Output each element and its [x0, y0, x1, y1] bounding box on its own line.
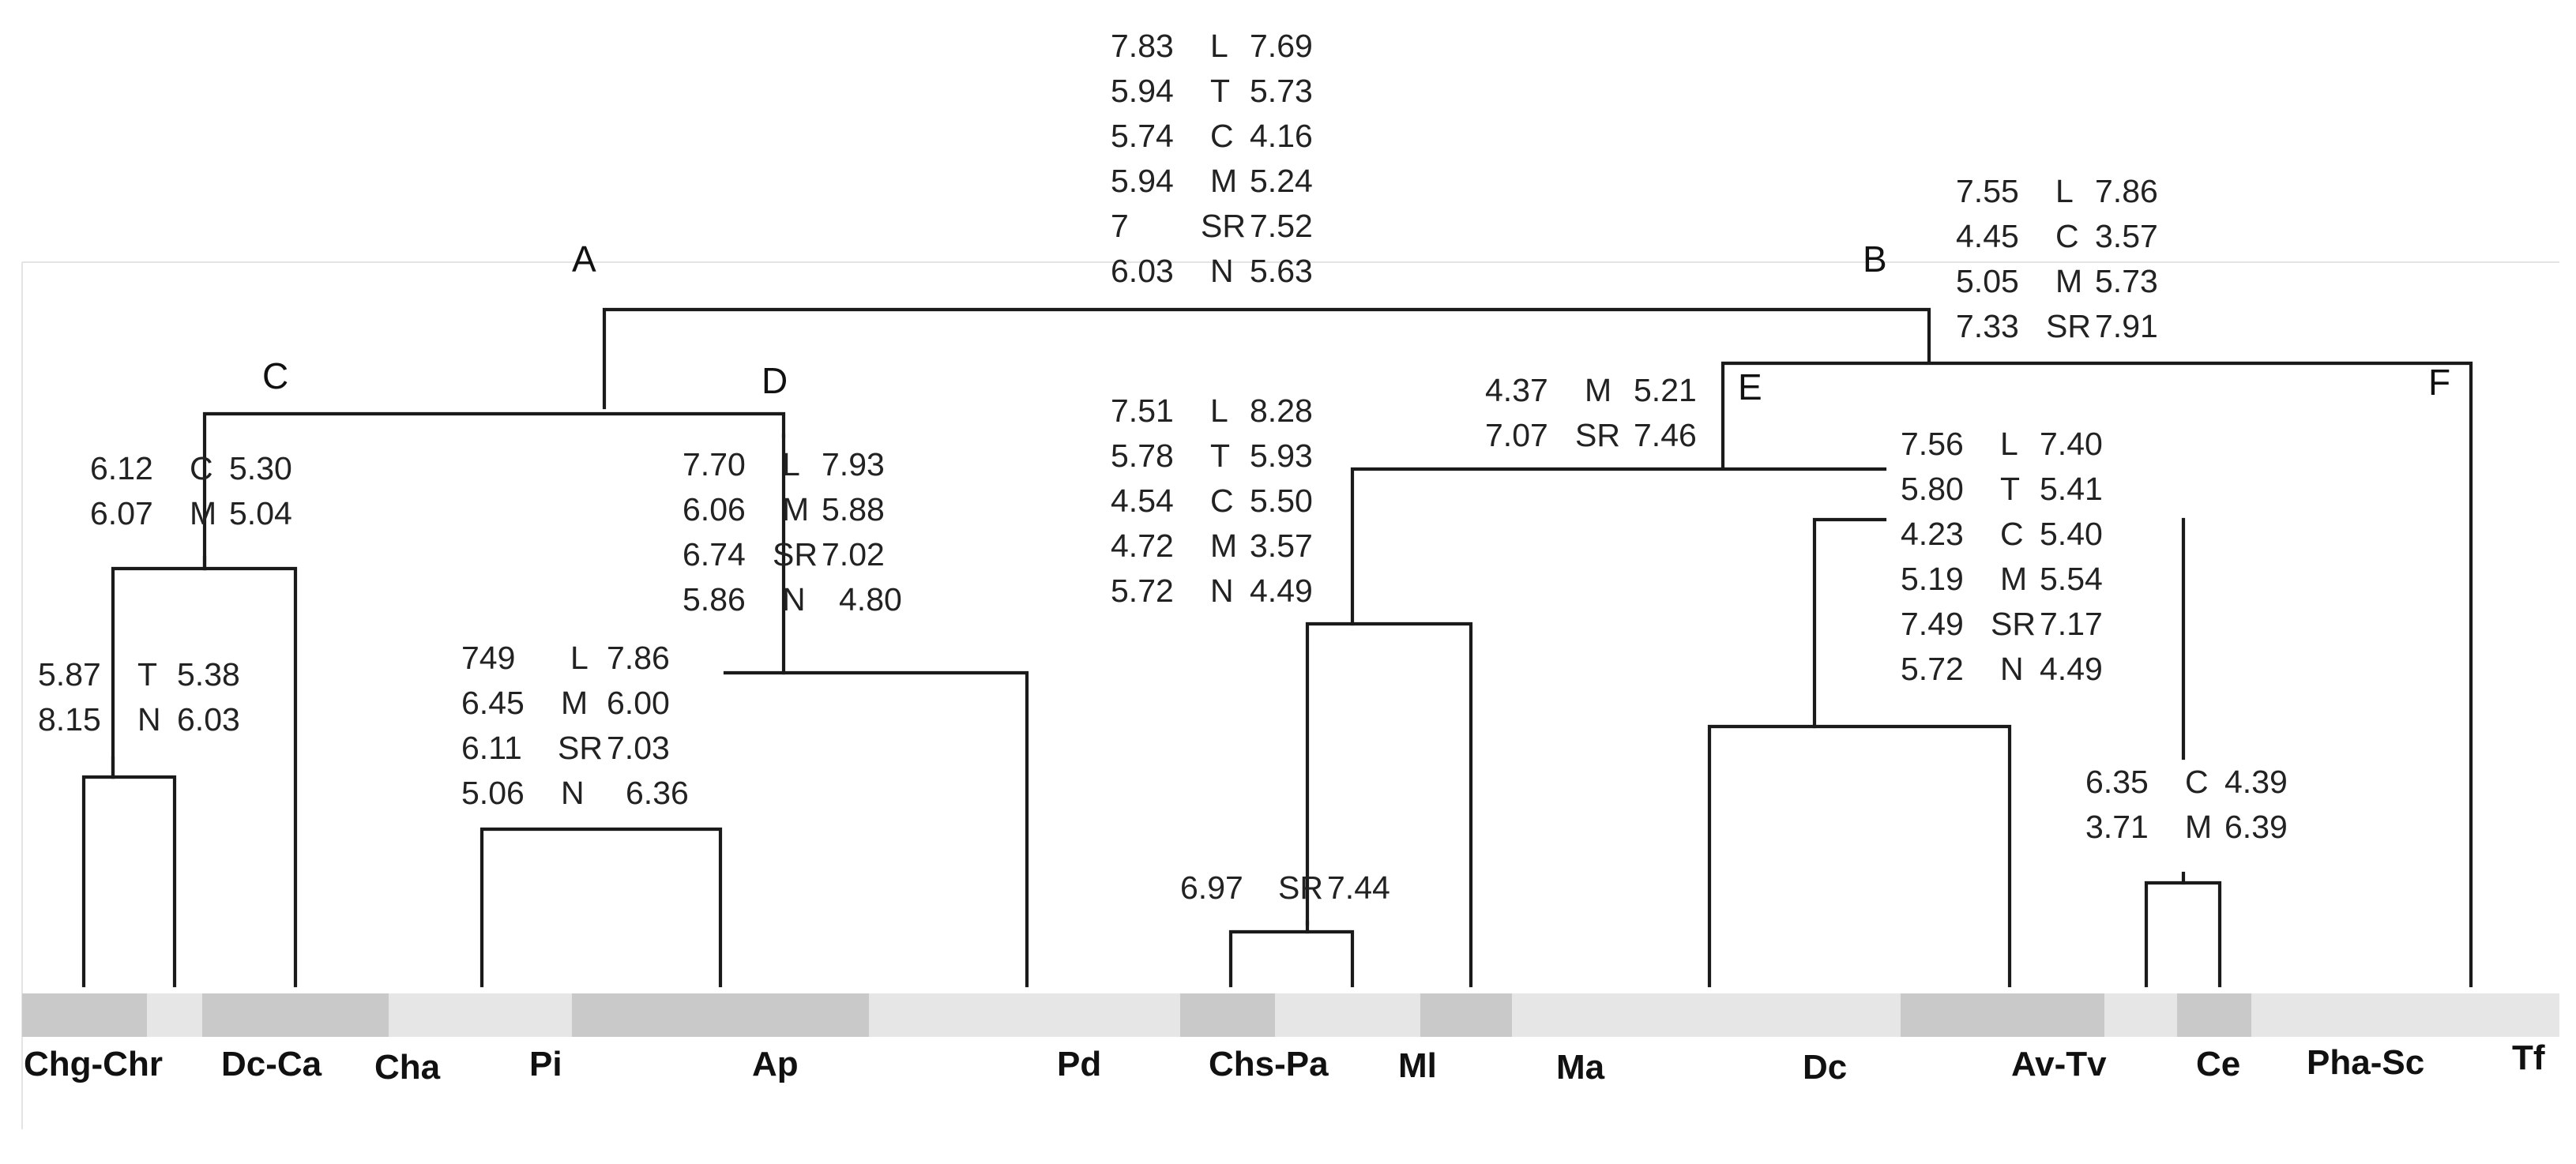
- stat-right: 7.03: [607, 730, 670, 766]
- stat-left: 6.74: [683, 536, 746, 573]
- stat-right: 5.88: [822, 491, 885, 528]
- branch-pi-ap: [482, 829, 720, 986]
- stat-left: 6.12: [90, 450, 153, 486]
- annotation-e-right: [1901, 426, 2103, 687]
- stat-left: 6.97: [1180, 869, 1243, 906]
- stat-right: 5.40: [2040, 516, 2103, 552]
- band-chs: [1180, 993, 1275, 1037]
- annotation-chs-pa: [1180, 869, 1390, 906]
- cluster-label: Ce: [2196, 1045, 2241, 1083]
- stat-key: L: [782, 446, 800, 482]
- band-pd: [869, 993, 1180, 1037]
- stat-right: 7.46: [1634, 417, 1697, 453]
- node-label-d: D: [762, 360, 788, 401]
- annotation-pi-ap: [461, 640, 689, 811]
- stat-key: N: [561, 775, 585, 811]
- cluster-label: Tf: [2512, 1038, 2545, 1077]
- band-ml: [1420, 993, 1512, 1037]
- stat-left: 5.72: [1901, 651, 1964, 687]
- cluster-label: Pd: [1057, 1045, 1102, 1083]
- stat-right: 8.28: [1250, 392, 1313, 429]
- stat-right: 5.73: [1250, 73, 1313, 109]
- band-av-tv: [1901, 993, 2104, 1037]
- stat-left: 5.80: [1901, 471, 1964, 507]
- stat-key: L: [2000, 426, 2018, 462]
- stat-right: 5.54: [2040, 561, 2103, 597]
- stat-left: 6.06: [683, 491, 746, 528]
- cluster-label: Chs-Pa: [1209, 1045, 1329, 1083]
- stat-left: 5.87: [38, 656, 101, 693]
- stat-right: 3.57: [2095, 218, 2158, 254]
- stat-right: 5.63: [1250, 253, 1313, 289]
- stat-left: 749: [461, 640, 516, 676]
- cluster-label: Av-Tv: [2011, 1045, 2107, 1083]
- stat-left: 6.11: [461, 730, 522, 766]
- stat-key: N: [2000, 651, 2024, 687]
- band-dc-ca: [202, 993, 389, 1037]
- stat-left: 7.49: [1901, 606, 1964, 642]
- stat-key: C: [2055, 218, 2079, 254]
- band-ce: [2177, 993, 2251, 1037]
- stat-key: M: [1210, 528, 1238, 564]
- stat-key: M: [2055, 263, 2083, 299]
- branch-chg-chr: [84, 777, 175, 986]
- cluster-label: Chg-Chr: [24, 1045, 163, 1083]
- band-gap-ce: [2104, 993, 2177, 1037]
- node-label-b: B: [1863, 238, 1887, 280]
- stat-key: N: [1210, 253, 1234, 289]
- stat-left: 4.54: [1111, 482, 1174, 519]
- stat-key: L: [570, 640, 589, 676]
- stat-left: 5.74: [1111, 118, 1174, 154]
- cluster-label: Dc-Ca: [221, 1045, 322, 1083]
- stat-right: 5.93: [1250, 437, 1313, 474]
- stat-left: 4.72: [1111, 528, 1174, 564]
- stat-left: 7.07: [1485, 417, 1548, 453]
- stat-right: 7.52: [1250, 208, 1313, 244]
- stat-right: 7.86: [2095, 173, 2158, 209]
- stat-key: N: [137, 701, 161, 738]
- band-chg-chr: [22, 993, 147, 1037]
- stat-left: 6.45: [461, 685, 525, 721]
- stat-key: SR: [1575, 417, 1620, 453]
- stat-key: L: [2055, 173, 2074, 209]
- cluster-label: Ma: [1556, 1048, 1605, 1087]
- stat-right: 7.91: [2095, 308, 2158, 344]
- cluster-label: Pi: [529, 1045, 562, 1083]
- stat-key: M: [561, 685, 589, 721]
- stat-key: SR: [558, 730, 603, 766]
- cluster-label: Ml: [1398, 1046, 1437, 1085]
- stat-left: 6.07: [90, 495, 153, 531]
- stat-right: 5.21: [1634, 372, 1697, 408]
- stat-key: SR: [773, 536, 818, 573]
- stat-key: SR: [1278, 869, 1323, 906]
- stat-left: 7.51: [1111, 392, 1174, 429]
- stat-left: 5.94: [1111, 73, 1174, 109]
- annotation-chg-dc: [38, 656, 240, 738]
- branch-e-right-left: [1814, 520, 1885, 727]
- stat-key: L: [1210, 28, 1228, 64]
- stat-right: 5.30: [229, 450, 292, 486]
- stat-left: 4.23: [1901, 516, 1964, 552]
- stat-key: M: [782, 491, 810, 528]
- branch-e: [1352, 469, 1885, 624]
- cluster-label: Pha-Sc: [2307, 1043, 2425, 1082]
- node-label-e: E: [1738, 366, 1762, 407]
- branch-chs-pa: [1231, 932, 1352, 986]
- stat-key: T: [137, 656, 158, 693]
- stat-right: 7.86: [607, 640, 670, 676]
- band-pa: [1275, 993, 1420, 1037]
- stat-right: 4.80: [839, 581, 902, 618]
- stat-key: N: [1210, 573, 1234, 609]
- stat-key: M: [2000, 561, 2028, 597]
- node-label-f: F: [2428, 362, 2451, 403]
- stat-key: SR: [1201, 208, 1246, 244]
- branch-d: [725, 673, 1027, 986]
- stat-right: 3.57: [1250, 528, 1313, 564]
- stat-key: T: [1210, 73, 1231, 109]
- stat-left: 7.70: [683, 446, 746, 482]
- stat-left: 5.78: [1111, 437, 1174, 474]
- band-ap: [572, 993, 869, 1037]
- cluster-label: Ap: [752, 1045, 799, 1083]
- annotation-b: [1956, 173, 2158, 344]
- stat-right: 6.39: [2224, 809, 2288, 845]
- stat-left: 5.94: [1111, 163, 1174, 199]
- stat-left: 5.19: [1901, 561, 1964, 597]
- stat-left: 7.83: [1111, 28, 1174, 64]
- stat-left: 6.03: [1111, 253, 1174, 289]
- stat-right: 7.93: [822, 446, 885, 482]
- stat-right: 6.00: [607, 685, 670, 721]
- stat-right: 5.50: [1250, 482, 1313, 519]
- annotation-d: [683, 446, 902, 618]
- stat-right: 4.16: [1250, 118, 1313, 154]
- stat-key: C: [1210, 482, 1234, 519]
- stat-key: M: [2185, 809, 2213, 845]
- cluster-band-strip: [22, 993, 2559, 1037]
- stat-left: 7: [1111, 208, 1129, 244]
- stat-right: 5.38: [177, 656, 240, 693]
- stat-left: 7.56: [1901, 426, 1964, 462]
- annotation-root: [1111, 28, 1313, 289]
- band-cha-pi: [389, 993, 572, 1037]
- stat-right: 7.69: [1250, 28, 1313, 64]
- stat-key: L: [1210, 392, 1228, 429]
- stat-right: 7.40: [2040, 426, 2103, 462]
- stat-right: 4.39: [2224, 764, 2288, 800]
- stat-left: 4.37: [1485, 372, 1548, 408]
- branch-dc-avtv: [1709, 727, 2010, 986]
- stat-key: C: [2185, 764, 2209, 800]
- stat-right: 7.02: [822, 536, 885, 573]
- stat-right: 7.44: [1327, 869, 1390, 906]
- stat-key: SR: [1991, 606, 2036, 642]
- annotation-e: [1485, 372, 1697, 453]
- stat-right: 6.03: [177, 701, 240, 738]
- branch-ce: [2146, 883, 2220, 986]
- stat-key: M: [1585, 372, 1612, 408]
- stat-right: 5.04: [229, 495, 292, 531]
- stat-key: C: [190, 450, 213, 486]
- stat-left: 5.05: [1956, 263, 2019, 299]
- stat-right: 4.49: [2040, 651, 2103, 687]
- stat-key: SR: [2046, 308, 2091, 344]
- stat-right: 5.24: [1250, 163, 1313, 199]
- stat-left: 3.71: [2085, 809, 2149, 845]
- cluster-labels: [24, 1038, 2545, 1087]
- stat-key: C: [2000, 516, 2024, 552]
- cluster-label: Dc: [1803, 1048, 1848, 1087]
- stat-key: T: [2000, 471, 2021, 507]
- cluster-label: Cha: [374, 1048, 441, 1087]
- stat-left: 6.35: [2085, 764, 2149, 800]
- stat-left: 5.86: [683, 581, 746, 618]
- stat-key: M: [1210, 163, 1238, 199]
- stat-left: 7.33: [1956, 308, 2019, 344]
- stat-key: N: [782, 581, 806, 618]
- annotation-e-left: [1111, 392, 1313, 609]
- stat-key: M: [190, 495, 217, 531]
- band-pha-sc-tf: [2251, 993, 2559, 1037]
- stat-left: 8.15: [38, 701, 101, 738]
- stat-key: T: [1210, 437, 1231, 474]
- stat-key: C: [1210, 118, 1234, 154]
- node-label-a: A: [572, 238, 596, 280]
- stat-right: 6.36: [626, 775, 689, 811]
- band-ma-dc: [1512, 993, 1901, 1037]
- stat-left: 7.55: [1956, 173, 2019, 209]
- stat-right: 4.49: [1250, 573, 1313, 609]
- stat-left: 5.72: [1111, 573, 1174, 609]
- stat-left: 5.06: [461, 775, 525, 811]
- annotation-ce: [2085, 764, 2288, 845]
- stat-left: 4.45: [1956, 218, 2019, 254]
- stat-right: 5.73: [2095, 263, 2158, 299]
- band-gap: [147, 993, 202, 1037]
- node-label-c: C: [262, 355, 289, 396]
- annotation-c: [90, 450, 292, 531]
- stat-right: 7.17: [2040, 606, 2103, 642]
- stat-right: 5.41: [2040, 471, 2103, 507]
